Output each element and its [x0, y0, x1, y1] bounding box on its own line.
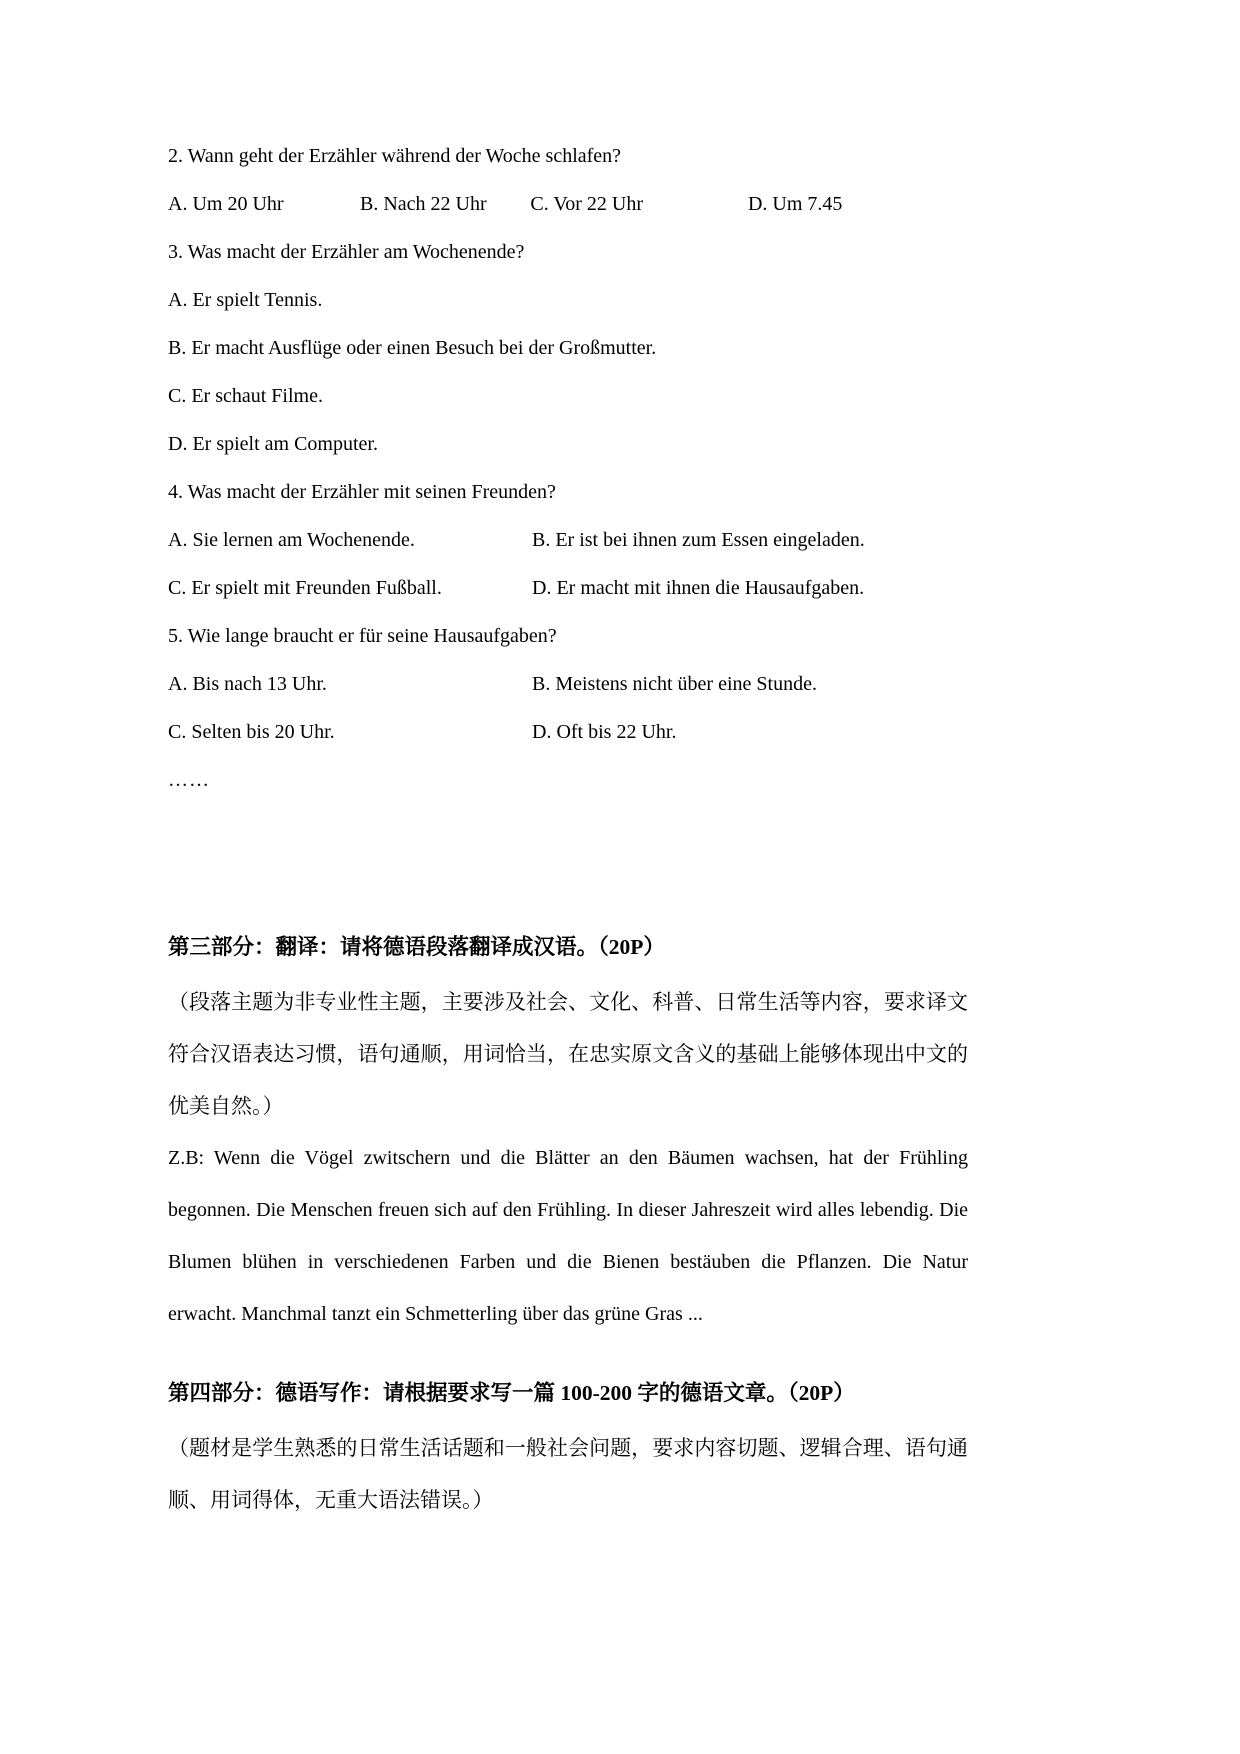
- part4-note: （题材是学生熟悉的日常生活话题和一般社会问题，要求内容切题、逻辑合理、语句通顺、用词得体，无重大语法错误。）: [168, 1436, 968, 1512]
- option-b: B. Er ist bei ihnen zum Essen eingeladen.: [532, 529, 865, 551]
- question-3-text: 3. Was macht der Erzähler am Wochenende?: [168, 241, 525, 263]
- option-b: B. Er macht Ausflüge oder einen Besuch bei der Großmutter.: [168, 337, 657, 359]
- part4-heading: 第四部分：德语写作：请根据要求写一篇 100-200 字的德语文章。（20P）: [168, 1381, 855, 1405]
- ellipsis: ……: [168, 769, 210, 791]
- option-c: C. Vor 22 Uhr: [530, 193, 643, 215]
- question-5-text: 5. Wie lange braucht er für seine Hausaufgaben?: [168, 625, 557, 647]
- option-a: A. Bis nach 13 Uhr.: [168, 673, 327, 695]
- option-a: A. Um 20 Uhr: [168, 193, 284, 215]
- question-5-options-row-2: [168, 719, 968, 746]
- option-c: C. Selten bis 20 Uhr.: [168, 721, 335, 743]
- option-d: D. Er macht mit ihnen die Hausaufgaben.: [532, 577, 865, 599]
- option-b: B. Meistens nicht über eine Stunde.: [532, 673, 817, 695]
- question-4-text: 4. Was macht der Erzähler mit seinen Freunden?: [168, 481, 556, 503]
- option-a: A. Sie lernen am Wochenende.: [168, 529, 415, 551]
- option-c: C. Er schaut Filme.: [168, 385, 323, 407]
- question-2-options: [168, 191, 968, 218]
- option-d: D. Er spielt am Computer.: [168, 433, 378, 455]
- part3-note: （段落主题为非专业性主题，主要涉及社会、文化、科普、日常生活等内容，要求译文符合汉语表达习惯，语句通顺，用词恰当，在忠实原文含义的基础上能够体现出中文的优美自然。）: [168, 990, 968, 1118]
- option-b: B. Nach 22 Uhr: [360, 193, 487, 215]
- part3-example-paragraph: Z.B: Wenn die Vögel zwitschern und die Blätter an den Bäumen wachsen, hat der Frühling begonnen. Die Menschen freuen sich auf den Frühling. In dieser Jahreszeit wird alles lebendig. Die Blumen blühen in verschiedenen Farben und die Bienen bestäuben die Pflanzen. Die Natur erwacht. Manchmal tanzt ein Schmetterling über das grüne Gras ...: [168, 1147, 968, 1325]
- question-4-options-row-1: [168, 527, 968, 554]
- option-d: D. Oft bis 22 Uhr.: [532, 721, 677, 743]
- page-content: [168, 143, 968, 1526]
- part3-heading: 第三部分：翻译：请将德语段落翻译成汉语。（20P）: [168, 935, 665, 959]
- option-c: C. Er spielt mit Freunden Fußball.: [168, 577, 442, 599]
- question-5-options-row-1: [168, 671, 968, 698]
- question-4-options-row-2: [168, 575, 968, 602]
- option-a: A. Er spielt Tennis.: [168, 289, 323, 311]
- question-2-text: 2. Wann geht der Erzähler während der Woche schlafen?: [168, 145, 622, 167]
- option-d: D. Um 7.45: [747, 193, 843, 215]
